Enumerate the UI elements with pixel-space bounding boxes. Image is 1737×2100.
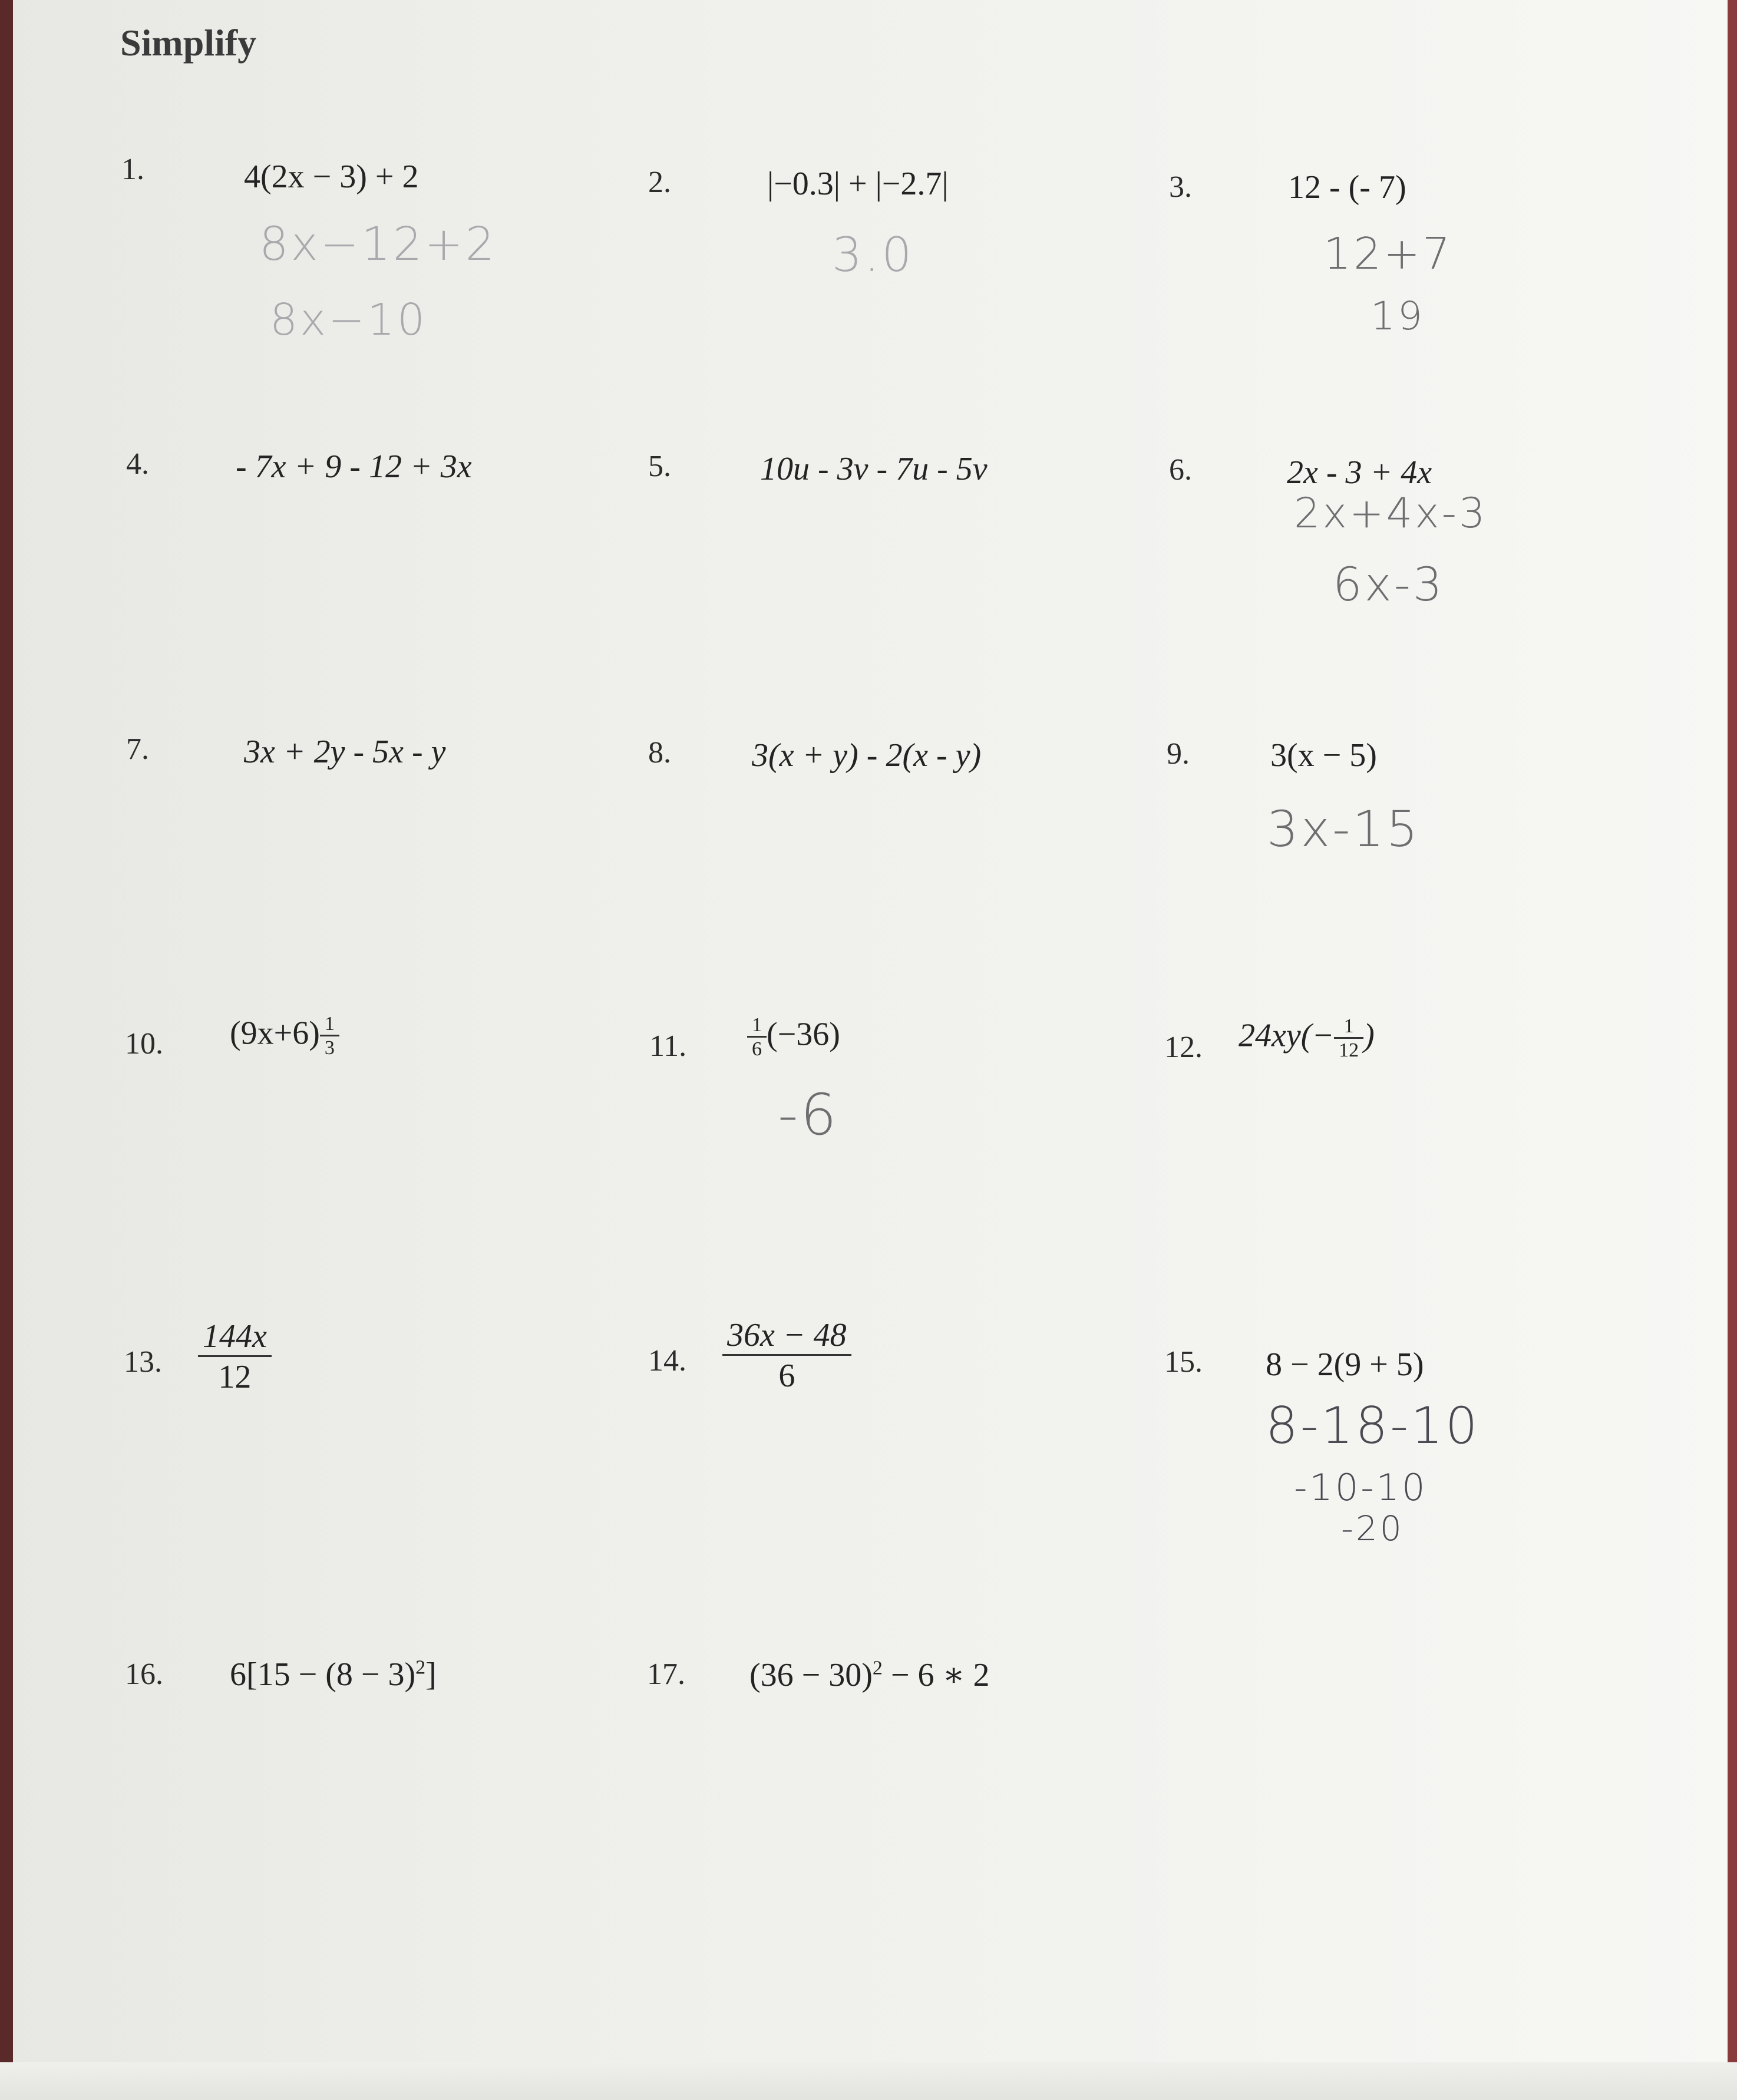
problem-12-expression [1239,1016,1375,1061]
problem-17-expression-end: − 6 ∗ 2 [882,1657,990,1693]
problem-11-fraction [747,1015,767,1060]
problem-1-number: 1. [121,153,144,186]
problem-12-expression-text: 24xy(− [1239,1017,1335,1054]
problem-10-number: 10. [125,1027,163,1061]
problem-6-work-line-1: 2x+4x-3 [1294,489,1488,537]
problem-10-expression [230,1013,339,1059]
problem-11-fraction-denominator: 6 [747,1036,767,1060]
problem-4-expression: - 7x + 9 - 12 + 3x [236,448,472,485]
problem-2-work-line-1: 3.0 [832,227,914,282]
problem-3-number: 3. [1169,170,1192,204]
problem-10-fraction [320,1013,339,1059]
problem-17-expression-text: (36 − 30) [749,1657,873,1693]
problem-8-expression: 3(x + y) - 2(x - y) [752,737,982,774]
problem-5-number: 5. [648,450,671,483]
problem-14-number: 14. [648,1344,686,1378]
problem-14-expression [722,1316,851,1395]
problem-7-expression: 3x + 2y - 5x - y [244,734,446,770]
problem-8-number: 8. [648,736,671,770]
problem-15-expression: 8 − 2(9 + 5) [1266,1346,1424,1383]
page-edge-left [0,0,13,2100]
problem-6-number: 6. [1169,453,1192,487]
problem-1-expression: 4(2x − 3) + 2 [244,159,419,195]
problem-11-number: 11. [649,1029,687,1063]
page-edge-bottom [0,2062,1737,2100]
problem-16-number: 16. [125,1657,163,1691]
problem-17-expression [749,1656,990,1694]
problem-7-number: 7. [126,732,149,766]
problem-11-expression [747,1015,840,1060]
problem-16-exponent: 2 [415,1656,426,1679]
problem-5-expression: 10u - 3v - 7u - 5v [760,451,988,487]
problem-1-work-line-2: 8x−10 [270,295,428,345]
worksheet-title: Simplify [120,22,257,64]
problem-9-work-line-1: 3x-15 [1267,800,1421,858]
problem-17-exponent: 2 [872,1657,883,1679]
problem-11-fraction-numerator: 1 [752,1014,762,1036]
problem-13-number: 13. [124,1345,162,1379]
problem-6-expression: 2x - 3 + 4x [1287,454,1432,491]
problem-9-number: 9. [1167,737,1190,771]
problem-14-fraction-denominator: 6 [722,1354,851,1395]
problem-16-expression-text: 6[15 − (8 − 3) [230,1656,416,1693]
problem-14-fraction-numerator: 36x − 48 [727,1317,847,1353]
problem-1-work-line-1: 8x−12+2 [259,218,497,271]
problem-13-fraction-denominator: 12 [198,1355,272,1396]
problem-11-work-line-1: -6 [778,1082,839,1148]
page-edge-right [1728,0,1737,2100]
problem-15-number: 15. [1164,1345,1203,1379]
problem-17-number: 17. [647,1657,685,1691]
problem-12-fraction [1334,1016,1363,1061]
problem-13-fraction-numerator: 144x [203,1318,267,1355]
problem-3-work-line-2: 19 [1371,293,1425,339]
problem-14-fraction [722,1316,851,1395]
problem-10-fraction-denominator: 3 [320,1035,339,1059]
problem-15-work-line-2: -10-10 [1294,1466,1428,1509]
problem-16-expression [230,1656,437,1693]
problem-12-fraction-denominator: 12 [1334,1037,1363,1061]
problem-12-expression-end: ) [1363,1017,1375,1054]
problem-13-expression [198,1318,272,1396]
problem-3-expression: 12 - (- 7) [1288,169,1406,206]
problem-12-number: 12. [1164,1031,1203,1064]
problem-9-expression: 3(x − 5) [1270,737,1377,774]
problem-2-expression: |−0.3| + |−2.7| [767,166,949,202]
problem-13-fraction [198,1318,272,1396]
problem-10-expression-text: (9x+6) [230,1015,320,1052]
problem-15-work-line-3: -20 [1341,1508,1404,1548]
problem-15-work-line-1: 8-18-10 [1266,1396,1480,1455]
problem-10-fraction-numerator: 1 [324,1013,335,1035]
problem-12-fraction-numerator: 1 [1343,1015,1354,1037]
problem-16-expression-end: ] [425,1656,437,1693]
problem-4-number: 4. [126,447,149,481]
problem-6-work-line-2: 6x-3 [1333,559,1445,612]
problem-3-work-line-1: 12+7 [1323,229,1453,279]
problem-11-expression-text: (−36) [767,1016,840,1053]
problem-2-number: 2. [648,166,671,199]
